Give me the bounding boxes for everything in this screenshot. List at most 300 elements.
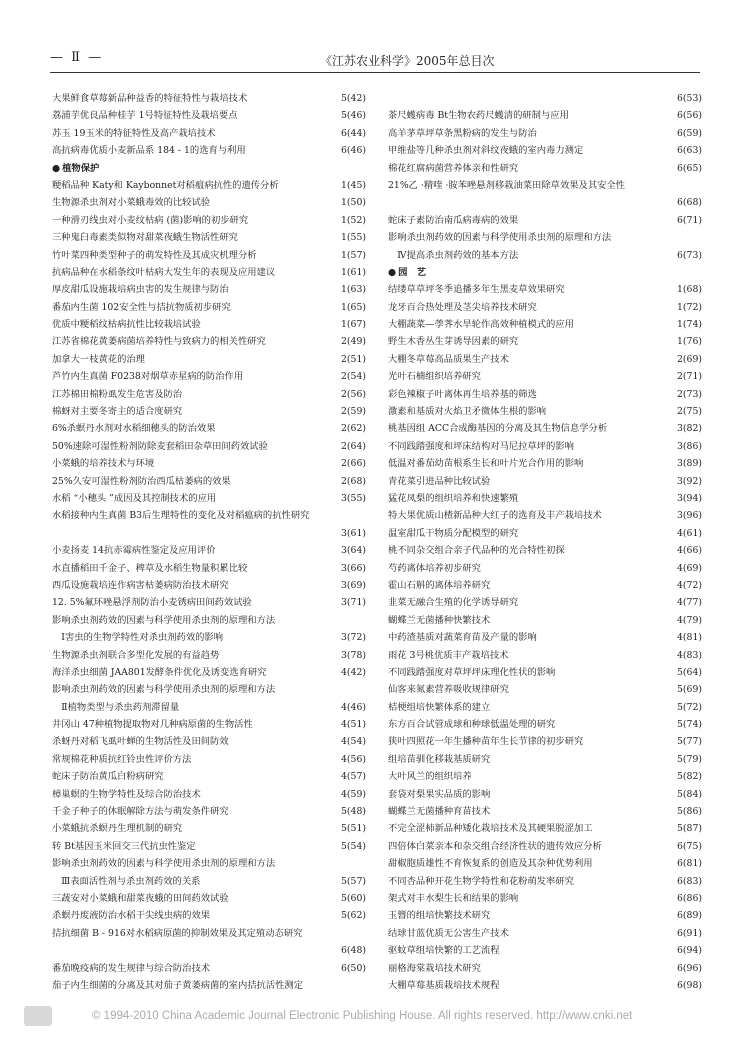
entry-title: 小麦扬麦 14抗赤霉病性鉴定及应用评价: [52, 545, 216, 557]
entry-page-ref: 4(57): [341, 771, 366, 783]
entry-title: 一种滑刃线虫对小麦纹枯病 (菌)影响的初步研究: [52, 214, 249, 226]
toc-entry: [388, 803, 702, 820]
entry-page-ref: 6(91): [677, 927, 702, 939]
entry-page-ref: 5(77): [677, 736, 702, 748]
toc-entry: [52, 560, 366, 577]
entry-page-ref: 1(67): [341, 319, 366, 331]
entry-title: 结缕草草坪冬季追播多年生黑麦草效果研究: [388, 284, 565, 296]
toc-entry: [52, 490, 366, 507]
entry-title: 小菜蛾的培养技术与环境: [52, 458, 155, 470]
entry-page-ref: 1(50): [341, 197, 366, 209]
entry-page-ref: 6(68): [677, 197, 702, 209]
entry-title: 大棚蔬菜—荸荠水旱轮作高效种植模式的应用: [388, 319, 574, 331]
entry-title: 三蔬安对小菜蛾和甜菜夜蛾的田间药效试验: [52, 892, 229, 904]
entry-page-ref: 5(82): [677, 771, 702, 783]
entry-page-ref: 5(42): [341, 93, 366, 104]
entry-title: 桃基因组 ACC合成酶基因的分离及其生物信息学分析: [388, 423, 608, 435]
entry-page-ref: 2(64): [341, 440, 366, 452]
entry-title: 四倍体白菜亲本和杂交组合经济性状的遗传效应分析: [388, 840, 602, 852]
entry-title: 不完全涩柿新品种矮化栽培技术及其硬果脱涩加工: [388, 823, 593, 835]
entry-title: 丽格海棠栽培技术研究: [388, 962, 481, 974]
entry-title: 温室甜瓜干物质分配模型的研究: [388, 527, 519, 539]
entry-title: 拮抗细菌 B - 916对水稻病原菌的抑制效果及其定殖动态研究: [52, 927, 303, 939]
entry-title: 东方百合试管成球和种球低温处理的研究: [388, 719, 556, 731]
entry-page-ref: 2(68): [341, 475, 366, 487]
entry-title: 50%速除可湿性粉剂防除麦套稻田杂草田间药效试验: [52, 440, 268, 452]
entry-title: 小菜蛾抗杀螟丹生理机制的研究: [52, 823, 183, 835]
toc-entry: [388, 838, 702, 855]
entry-page-ref: 5(84): [677, 788, 702, 800]
entry-page-ref: 6(65): [677, 162, 702, 174]
entry-page-ref: 1(45): [341, 179, 366, 191]
entry-title: 茄子内生细菌的分离及其对茄子黄萎病菌的室内拮抗活性测定: [52, 979, 304, 991]
entry-title: 特大果优质山楂新品种大红子的选育及丰产栽培技术: [388, 510, 602, 522]
toc-entry: [388, 733, 702, 750]
toc-entry: [388, 612, 702, 629]
page-number: — Ⅱ —: [50, 50, 104, 65]
toc-entry: [388, 438, 702, 455]
toc-entry: [52, 699, 366, 716]
entry-title: 玉簪的组培快繁技术研究: [388, 910, 491, 922]
toc-left-column: [52, 90, 366, 994]
entry-title: 甜椒胞质雄性不育恢复系的创造及其杂种优势利用: [388, 858, 593, 870]
running-title: 《江苏农业科学》2005年总目次: [320, 54, 495, 68]
entry-page-ref: 5(60): [341, 892, 366, 904]
toc-entry: [388, 107, 702, 124]
entry-title: 甲维盐等几种杀虫剂对斜纹夜蛾的室内毒力测定: [388, 145, 584, 157]
header-rule: [50, 72, 700, 73]
toc-entry: [52, 125, 366, 142]
entry-page-ref: 4(54): [341, 736, 366, 748]
toc-entry: [388, 386, 702, 403]
toc-entry: [388, 177, 702, 194]
toc-entry: [52, 855, 366, 872]
entry-title: 影响杀虫剂药效的因素与科学使用杀虫剂的原理和方法: [388, 232, 612, 244]
toc-entry: [52, 873, 366, 890]
entry-page-ref: 6(48): [341, 945, 366, 957]
toc-entry: [388, 368, 702, 385]
toc-entry: [52, 264, 366, 281]
toc-entry: [52, 194, 366, 211]
toc-entry: [388, 577, 702, 594]
entry-title: 水直播稻田千金子、稗草及水稻生物量积累比较: [52, 562, 248, 574]
toc-entry: [388, 873, 702, 890]
entry-page-ref: 2(66): [341, 458, 366, 470]
entry-title: 架式对丰水梨生长和结果的影响: [388, 892, 519, 904]
entry-page-ref: 5(74): [677, 719, 702, 731]
entry-page-ref: 1(57): [341, 249, 366, 261]
entry-page-ref: 6(83): [677, 875, 702, 887]
entry-title: 结球甘蓝优质无公害生产技术: [388, 927, 509, 939]
entry-title: 大叶风兰的组织培养: [388, 771, 472, 783]
entry-page-ref: 4(79): [677, 614, 702, 626]
entry-title: 番茄内生菌 102安全性与拮抗物质初步研究: [52, 301, 231, 313]
entry-title: 不同践踏强度对草坪坪床理化性状的影响: [388, 666, 556, 678]
toc-entry: [388, 768, 702, 785]
entry-title: 套袋对梨果实品质的影响: [388, 788, 491, 800]
toc-entry: [388, 142, 702, 159]
entry-title: 蝴蝶兰无菌播种快繁技术: [388, 614, 491, 626]
entry-title: 水稻接种内生真菌 B3后生理特性的变化及对稻瘟病的抗性研究: [52, 510, 310, 522]
entry-title: 不同践踏强度和坪床结构对马尼拉草坪的影响: [388, 440, 574, 452]
entry-title: 不同杏品种开花生物学特性和花粉萌发率研究: [388, 875, 574, 887]
entry-title: 影响杀虫剂药效的因素与科学使用杀虫剂的原理和方法: [52, 614, 276, 626]
entry-title: 高抗病毒优质小麦新品系 184 - 1的选育与利用: [52, 145, 246, 157]
entry-title: 青花菜引进品种比较试验: [388, 475, 491, 487]
toc-entry: [388, 316, 702, 333]
entry-page-ref: 6(86): [677, 892, 702, 904]
entry-title: 大棚草莓基质栽培技术规程: [388, 979, 500, 991]
entry-page-ref: 2(73): [677, 388, 702, 400]
toc-entry: [388, 125, 702, 142]
entry-title: 江苏省棉花黄萎病菌培养特性与致病力的相关性研究: [52, 336, 266, 348]
toc-entry: [52, 247, 366, 264]
entry-page-ref: 3(92): [677, 475, 702, 487]
entry-title: Ⅲ表面活性剂与杀虫剂药效的关系: [52, 875, 201, 887]
entry-title: Ⅳ提高杀虫剂药效的基本方法: [388, 249, 519, 261]
toc-entry: [52, 107, 366, 124]
entry-title: 粳稻品种 Katy和 Kaybonnet对稻瘟病抗性的遗传分析: [52, 179, 279, 191]
entry-page-ref: 3(61): [341, 527, 366, 539]
entry-page-ref: 5(48): [341, 806, 366, 818]
toc-entry: [52, 368, 366, 385]
toc-entry: [52, 212, 366, 229]
entry-page-ref: 5(87): [677, 823, 702, 835]
toc-entry: [388, 525, 702, 542]
entry-page-ref: 5(64): [677, 666, 702, 678]
entry-title: 大棚冬草莓高品质果生产技术: [388, 353, 509, 365]
entry-page-ref: 4(42): [341, 666, 366, 678]
entry-page-ref: 4(59): [341, 788, 366, 800]
entry-page-ref: 4(83): [677, 649, 702, 661]
toc-entry: [388, 403, 702, 420]
entry-page-ref: 2(69): [677, 353, 702, 365]
toc-entry: [388, 229, 702, 246]
toc-entry: [52, 942, 366, 959]
entry-title: 竹叶菜四种类型种子的萌发特性及其成灾机理分析: [52, 249, 257, 261]
toc-entry: [52, 925, 366, 942]
toc-entry: [52, 542, 366, 559]
entry-page-ref: 3(71): [341, 597, 366, 609]
entry-page-ref: 5(86): [677, 806, 702, 818]
entry-page-ref: 6(50): [341, 962, 366, 974]
entry-page-ref: 5(46): [341, 110, 366, 122]
entry-page-ref: 3(66): [341, 562, 366, 574]
toc-entry: [52, 177, 366, 194]
entry-title: 组培苗驯化移栽基质研究: [388, 753, 491, 765]
entry-page-ref: 6(81): [677, 858, 702, 870]
entry-page-ref: 2(49): [341, 336, 366, 348]
toc-entry: [388, 664, 702, 681]
entry-page-ref: 3(72): [341, 632, 366, 644]
entry-title: 蛇床子素防治南瓜病毒病的效果: [388, 214, 519, 226]
entry-title: 彩色辣椒子叶离体再生培养基的筛选: [388, 388, 537, 400]
section-heading: [388, 264, 702, 281]
entry-page-ref: 3(55): [341, 492, 366, 504]
entry-page-ref: 6(63): [677, 145, 702, 157]
toc-entry: [388, 247, 702, 264]
toc-entry: [52, 820, 366, 837]
toc-entry: [52, 281, 366, 298]
entry-title: 高羊茅草坪草条黑粉病的发生与防治: [388, 127, 537, 139]
entry-title: 棉花红腐病菌营养体亲和性研究: [388, 162, 519, 174]
entry-page-ref: 4(51): [341, 719, 366, 731]
toc-entry: [52, 803, 366, 820]
entry-title: 常规棉花种质抗红铃虫性评价方法: [52, 753, 192, 765]
entry-title: 大果鲜食草莓新品种益香的特征特性与栽培技术: [52, 93, 248, 104]
entry-title: 中药渣基质对蔬菜育苗及产量的影响: [388, 632, 537, 644]
entry-page-ref: 1(68): [677, 284, 702, 296]
entry-title: 三种鬼臼毒素类似物对甜菜夜蛾生物活性研究: [52, 232, 238, 244]
entry-page-ref: 2(56): [341, 388, 366, 400]
entry-page-ref: 6(71): [677, 214, 702, 226]
entry-title: 龙牙百合热处理及茎尖培养技术研究: [388, 301, 537, 313]
entry-title: 加拿大一枝黄花的治理: [52, 353, 145, 365]
toc-entry: [52, 664, 366, 681]
entry-page-ref: 6(53): [677, 93, 702, 104]
toc-entry: [52, 977, 366, 994]
entry-page-ref: 1(72): [677, 301, 702, 313]
entry-page-ref: 5(69): [677, 684, 702, 696]
entry-page-ref: 3(86): [677, 440, 702, 452]
toc-entry: [52, 142, 366, 159]
entry-title: 低温对番茄幼苗根系生长和叶片光合作用的影响: [388, 458, 584, 470]
entry-title: 生物源杀虫剂联合多型化发展的有益趋势: [52, 649, 220, 661]
toc-entry: [52, 473, 366, 490]
entry-page-ref: 5(57): [341, 875, 366, 887]
toc-entry: [388, 925, 702, 942]
entry-page-ref: 5(79): [677, 753, 702, 765]
entry-page-ref: 1(63): [341, 284, 366, 296]
entry-page-ref: 6(44): [341, 127, 366, 139]
entry-title: 雨花 3号桃优质丰产栽培技术: [388, 649, 509, 661]
entry-page-ref: 1(74): [677, 319, 702, 331]
entry-title: 西瓜设施栽培连作病害枯萎病防治技术研究: [52, 579, 229, 591]
entry-title: 野生木香丛生芽诱导因素的研究: [388, 336, 519, 348]
toc-entry: [52, 229, 366, 246]
entry-title: 千金子种子的休眠解除方法与萌发条件研究: [52, 806, 229, 818]
entry-title: 杀蚜丹对稻飞虱叶蝉的生物活性及田间防效: [52, 736, 229, 748]
copyright-text: © 1994-2010 China Academic Journal Electronic Publishing House. All rights reserved. http://www.cnki.net: [92, 1010, 633, 1022]
entry-title: 杀螟丹废液防治水稻干尖线虫病的效果: [52, 910, 211, 922]
toc-entry: [52, 525, 366, 542]
entry-page-ref: 5(54): [341, 840, 366, 852]
page-header: [50, 46, 700, 70]
toc-entry: [388, 786, 702, 803]
entry-title: 荔浦芋优良品种桂芋 1号特征特性及栽培要点: [52, 110, 238, 122]
entry-page-ref: 4(66): [677, 545, 702, 557]
entry-page-ref: 4(77): [677, 597, 702, 609]
entry-title: 转 Bt基因玉米回交三代抗虫性鉴定: [52, 840, 196, 852]
entry-title: 驱蚊草组培快繁的工艺流程: [388, 945, 500, 957]
toc-entry: [52, 786, 366, 803]
toc-entry: [388, 942, 702, 959]
entry-title: Ⅱ植物类型与杀虫药剂滞留量: [52, 701, 180, 713]
entry-page-ref: 6(98): [677, 979, 702, 991]
entry-page-ref: 6(89): [677, 910, 702, 922]
toc-entry: [388, 890, 702, 907]
entry-page-ref: 2(54): [341, 371, 366, 383]
toc-entry: [388, 977, 702, 994]
toc-entry: [388, 855, 702, 872]
toc-entry: [388, 212, 702, 229]
entry-page-ref: 3(89): [677, 458, 702, 470]
entry-title: 激素和基质对火焰卫矛微体生根的影响: [388, 406, 547, 418]
entry-page-ref: 2(71): [677, 371, 702, 383]
entry-page-ref: 1(65): [341, 301, 366, 313]
entry-page-ref: 1(52): [341, 214, 366, 226]
entry-page-ref: 3(96): [677, 510, 702, 522]
toc-entry: [388, 90, 702, 107]
toc-entry: [388, 820, 702, 837]
entry-title: 韭菜无融合生殖的化学诱导研究: [388, 597, 519, 609]
entry-page-ref: 6(73): [677, 249, 702, 261]
section-heading: [52, 160, 366, 177]
entry-title: 茶尺蠖病毒 Bt生物农药尺蠖清的研制与应用: [388, 110, 569, 122]
entry-title: 12. 5%氟环唑悬浮剂防治小麦锈病田间药效试验: [52, 597, 252, 609]
entry-page-ref: 2(62): [341, 423, 366, 435]
toc-entry: [52, 907, 366, 924]
entry-page-ref: 6(56): [677, 110, 702, 122]
toc-entry: [52, 629, 366, 646]
toc-entry: [52, 577, 366, 594]
entry-page-ref: 6(59): [677, 127, 702, 139]
toc-entry: [52, 299, 366, 316]
entry-title: 影响杀虫剂药效的因素与科学使用杀虫剂的原理和方法: [52, 858, 276, 870]
entry-title: 海洋杀虫细菌 JAA801发酵条件优化及诱变选育研究: [52, 666, 267, 678]
toc-right-column: [388, 90, 702, 994]
toc-entry: [52, 716, 366, 733]
toc-entry: [388, 560, 702, 577]
entry-page-ref: 6(94): [677, 945, 702, 957]
toc-entry: [52, 438, 366, 455]
entry-title: 25%久安可湿性粉剂防治西瓜枯萎病的效果: [52, 475, 231, 487]
entry-title: 6%杀螟丹水剂对水稻细穗头的防治效果: [52, 423, 216, 435]
entry-page-ref: 4(46): [341, 701, 366, 713]
toc-entry: [52, 594, 366, 611]
toc-entry: [388, 299, 702, 316]
entry-title: 蛇床子防治黄瓜白粉病研究: [52, 771, 164, 783]
entry-title: 优质中粳稻纹枯病抗性比较栽培试验: [52, 319, 201, 331]
entry-page-ref: 2(59): [341, 406, 366, 418]
entry-page-ref: 4(69): [677, 562, 702, 574]
toc-entry: [388, 281, 702, 298]
entry-title: 生物源杀虫剂对小菜蛾毒效的比较试验: [52, 197, 211, 209]
toc-entry: [388, 960, 702, 977]
entry-title: 苏玉 19玉米的特征特性及高产栽培技术: [52, 127, 216, 139]
entry-title: 井冈山 47种植物提取物对几种病原菌的生物活性: [52, 719, 253, 731]
toc-entry: [388, 647, 702, 664]
entry-page-ref: 3(69): [341, 579, 366, 591]
toc-entry: [52, 455, 366, 472]
toc-entry: [388, 716, 702, 733]
toc-entry: [52, 386, 366, 403]
entry-page-ref: 2(75): [677, 406, 702, 418]
entry-title: 江苏棉田棉粉虱发生危害及防治: [52, 388, 183, 400]
toc-entry: [52, 647, 366, 664]
toc-entry: [52, 681, 366, 698]
entry-title: 狭叶四照花一年生播种苗年生长节律的初步研究: [388, 736, 584, 748]
entry-title: 猛花凤梨的组织培养和快速繁殖: [388, 492, 519, 504]
entry-page-ref: 1(76): [677, 336, 702, 348]
entry-title: 芍药离体培养初步研究: [388, 562, 481, 574]
entry-page-ref: 4(56): [341, 753, 366, 765]
toc-entry: [52, 733, 366, 750]
entry-title: 抗病品种在水稻条纹叶枯病大发生年的表现及应用建议: [52, 266, 276, 278]
entry-page-ref: 5(62): [341, 910, 366, 922]
entry-page-ref: 4(81): [677, 632, 702, 644]
entry-title: 芦竹内生真菌 F0238对烟草赤星病的防治作用: [52, 371, 244, 383]
entry-title: 桃不同杂交组合亲子代品种的光合特性初探: [388, 545, 565, 557]
page-footer: [0, 1004, 748, 1034]
entry-page-ref: 6(46): [341, 145, 366, 157]
entry-title: 厚皮甜瓜设施栽培病虫害的发生规律与防治: [52, 284, 229, 296]
entry-page-ref: 3(94): [677, 492, 702, 504]
entry-page-ref: 3(82): [677, 423, 702, 435]
section-title: ● 园 艺: [388, 264, 426, 281]
entry-title: 光叶石楠组织培养研究: [388, 371, 481, 383]
toc-entry: [52, 90, 366, 107]
entry-title: 霍山石斛的离体培养研究: [388, 579, 491, 591]
toc-entry: [52, 420, 366, 437]
entry-title: 樟巢螟的生物学特性及综合防治技术: [52, 788, 201, 800]
entry-page-ref: 6(75): [677, 840, 702, 852]
entry-page-ref: 4(61): [677, 527, 702, 539]
entry-page-ref: 1(61): [341, 266, 366, 278]
entry-title: 桔梗组培快繁体系的建立: [388, 701, 491, 713]
section-title: ● 植物保护: [52, 160, 99, 177]
toc-entry: [388, 351, 702, 368]
toc-entry: [388, 699, 702, 716]
entry-title: 仙客来氮素营养吸收规律研究: [388, 684, 509, 696]
toc-entry: [52, 316, 366, 333]
toc-entry: [388, 594, 702, 611]
entry-page-ref: 5(51): [341, 823, 366, 835]
toc-entry: [52, 351, 366, 368]
toc-entry: [52, 612, 366, 629]
toc-entry: [388, 455, 702, 472]
toc-entry: [388, 751, 702, 768]
toc-entry: [388, 194, 702, 211]
entry-page-ref: 5(72): [677, 701, 702, 713]
toc-entry: [52, 768, 366, 785]
entry-page-ref: 1(55): [341, 232, 366, 244]
entry-title: 蝴蝶兰无菌播种育苗技术: [388, 806, 491, 818]
entry-page-ref: 4(72): [677, 579, 702, 591]
toc-entry: [388, 490, 702, 507]
cnki-logo-icon: [24, 1006, 52, 1026]
toc-entry: [388, 473, 702, 490]
toc-entry: [52, 403, 366, 420]
entry-title: 水稻 “小穗头 ”成因及其控制技术的应用: [52, 492, 217, 504]
entry-title: 棉蚜对主要冬寄主的适合度研究: [52, 406, 183, 418]
entry-title: Ⅰ害虫的生物学特性对杀虫剂药效的影响: [52, 632, 224, 644]
toc-entry: [52, 960, 366, 977]
toc-entry: [388, 160, 702, 177]
toc-entry: [52, 890, 366, 907]
toc-entry: [388, 507, 702, 524]
toc-entry: [52, 507, 366, 524]
entry-page-ref: 2(51): [341, 353, 366, 365]
entry-page-ref: 3(78): [341, 649, 366, 661]
toc-entry: [388, 681, 702, 698]
toc-entry: [52, 838, 366, 855]
toc-entry: [52, 333, 366, 350]
entry-page-ref: 3(64): [341, 545, 366, 557]
toc-entry: [52, 751, 366, 768]
toc-entry: [388, 629, 702, 646]
entry-page-ref: 6(96): [677, 962, 702, 974]
